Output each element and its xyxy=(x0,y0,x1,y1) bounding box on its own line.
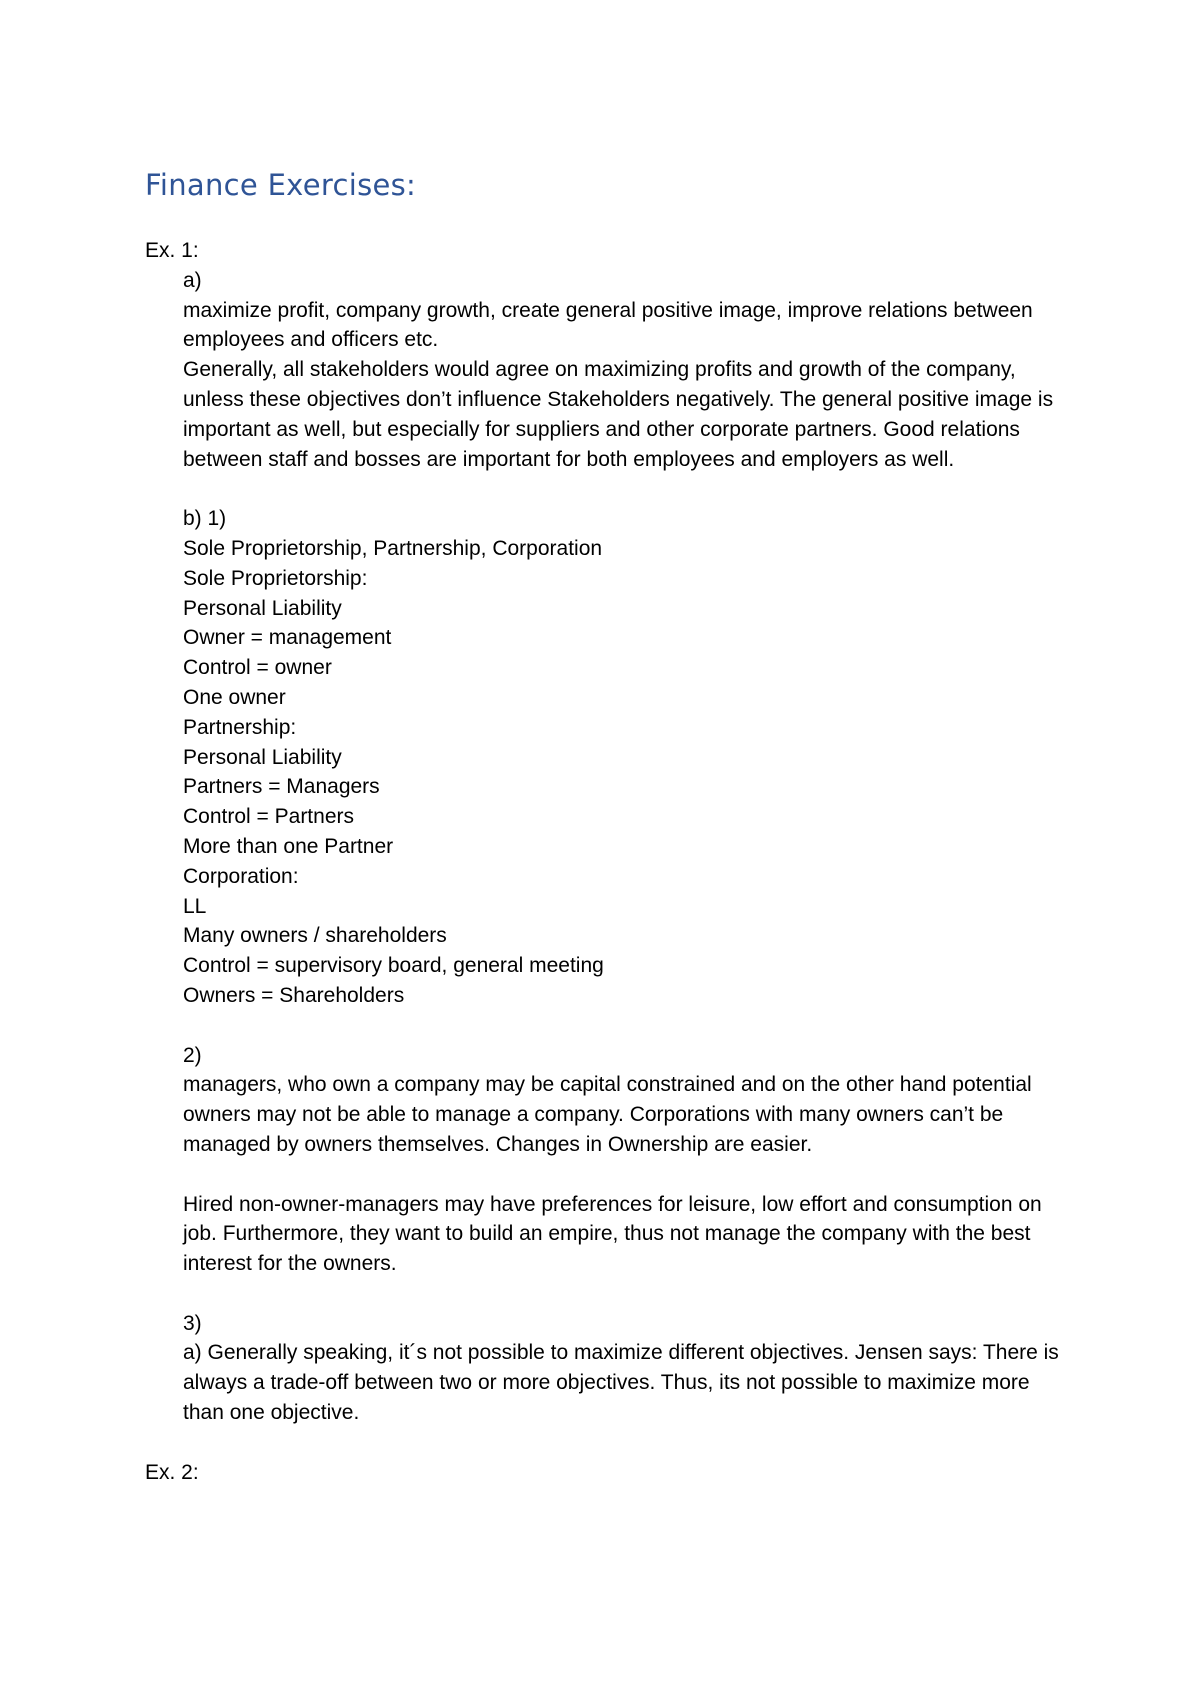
list-item: More than one Partner xyxy=(183,834,394,858)
list-item: Owners = Shareholders xyxy=(183,983,405,1007)
ex1-content xyxy=(183,266,1065,1428)
spacer xyxy=(183,1279,1065,1309)
list-item: Partners = Managers xyxy=(183,775,380,799)
list-item: Control = Partners xyxy=(183,805,354,829)
ex1-b2-paragraph-2: Hired non-owner-managers may have preferences for leisure, low effort and consumption on job. Furthermore, they want to build an empire, thus not manage the company with the best interest for the owners. xyxy=(183,1192,1042,1276)
spacer xyxy=(183,1160,1065,1190)
spacer xyxy=(145,1428,1065,1458)
ex2-heading: Ex. 2: xyxy=(145,1460,199,1484)
document-body xyxy=(145,236,1065,1487)
ex1-a-discussion: Generally, all stakeholders would agree on maximizing profits and growth of the company, unless these objectives don’t influence Stakeholders negatively. The general positive image is important as well, but especially for suppliers and other corporate partners. Good relations between staff and bosses are important for both employees and employers as well. xyxy=(183,358,1054,471)
ex1-heading: Ex. 1: xyxy=(145,239,199,262)
list-item: Many owners / shareholders xyxy=(183,924,447,948)
ex1-b3-text: a) Generally speaking, it´s not possible to maximize different objectives. Jensen says: There is always a trade-off between two or more objectives. Thus, its not possible to maximize more than one objective. xyxy=(183,1341,1059,1425)
list-item: Corporation: xyxy=(183,864,299,888)
ex1-b2-label: 2) xyxy=(183,1043,202,1067)
ex1-b2-paragraph-1: managers, who own a company may be capital constrained and on the other hand potential owners may not be able to manage a company. Corporations with many owners can’t be managed by owners themselves. Changes in Ownership are easier. xyxy=(183,1073,1032,1156)
document-title: Finance Exercises: xyxy=(145,168,417,202)
list-item: One owner xyxy=(183,685,286,709)
ex1-a-label: a) xyxy=(183,268,202,292)
ex1-a-objectives: maximize profit, company growth, create general positive image, improve relations between employees and officers etc. xyxy=(183,298,1033,352)
ex1-b1-label: b) 1) xyxy=(183,507,227,531)
list-item: Sole Proprietorship, Partnership, Corporation xyxy=(183,536,603,560)
list-item: Personal Liability xyxy=(183,596,342,620)
list-item: Personal Liability xyxy=(183,745,342,769)
list-item: Sole Proprietorship: xyxy=(183,566,368,590)
ex1-b3-label: 3) xyxy=(183,1311,202,1335)
spacer xyxy=(183,1011,1065,1041)
spacer xyxy=(183,474,1065,504)
list-item: Owner = management xyxy=(183,626,392,650)
list-item: Partnership: xyxy=(183,715,297,739)
list-item: LL xyxy=(183,894,207,918)
list-item: Control = supervisory board, general meeting xyxy=(183,954,604,978)
list-item: Control = owner xyxy=(183,656,332,680)
